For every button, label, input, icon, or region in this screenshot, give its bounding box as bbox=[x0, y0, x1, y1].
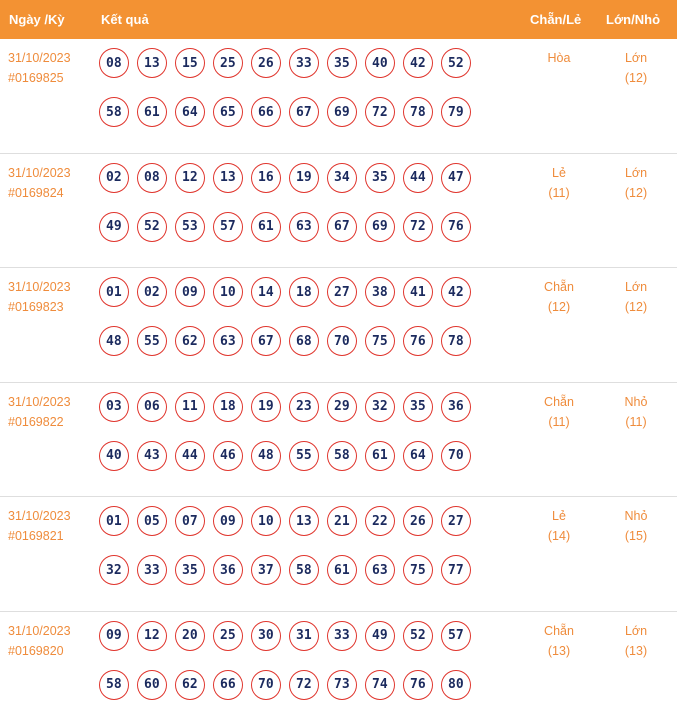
number-ball: 11 bbox=[175, 392, 205, 422]
even-odd-count: (11) bbox=[548, 414, 570, 429]
result-numbers bbox=[99, 163, 479, 261]
number-ball: 32 bbox=[365, 392, 395, 422]
big-small-result bbox=[606, 623, 666, 659]
number-ball: 12 bbox=[175, 163, 205, 193]
number-ball: 14 bbox=[251, 277, 281, 307]
big-small-label: Lớn bbox=[624, 280, 648, 295]
big-small-count: (15) bbox=[624, 529, 648, 544]
draw-date: 31/10/2023 bbox=[8, 280, 71, 295]
number-ball: 08 bbox=[137, 163, 167, 193]
number-ball: 44 bbox=[175, 441, 205, 471]
number-ball: 07 bbox=[175, 506, 205, 536]
number-ball: 57 bbox=[441, 621, 471, 651]
number-ball: 21 bbox=[327, 506, 357, 536]
column-header-result: Kết quả bbox=[101, 12, 149, 27]
big-small-count: (12) bbox=[624, 71, 648, 85]
number-ball: 58 bbox=[327, 441, 357, 471]
number-ball: 61 bbox=[137, 97, 167, 127]
number-ball: 02 bbox=[99, 163, 129, 193]
number-ball: 78 bbox=[403, 97, 433, 127]
number-ball: 61 bbox=[251, 212, 281, 242]
even-odd-count: (11) bbox=[548, 185, 570, 200]
draw-date: 31/10/2023 bbox=[8, 623, 71, 638]
number-ball: 33 bbox=[289, 48, 319, 78]
number-ball: 03 bbox=[99, 392, 129, 422]
number-ball: 66 bbox=[251, 97, 281, 127]
number-ball: 48 bbox=[251, 441, 281, 471]
number-ball: 23 bbox=[289, 392, 319, 422]
number-ball: 68 bbox=[289, 326, 319, 356]
number-ball: 26 bbox=[251, 48, 281, 78]
number-ball: 72 bbox=[403, 212, 433, 242]
number-ball: 19 bbox=[251, 392, 281, 422]
number-ball: 58 bbox=[289, 555, 319, 585]
big-small-count: (11) bbox=[625, 414, 647, 429]
number-ball: 34 bbox=[327, 163, 357, 193]
number-ball: 33 bbox=[137, 555, 167, 585]
number-ball: 20 bbox=[175, 621, 205, 651]
number-ball: 76 bbox=[403, 326, 433, 356]
number-ball: 67 bbox=[289, 97, 319, 127]
table-row bbox=[0, 612, 677, 727]
number-ball: 52 bbox=[403, 621, 433, 651]
number-ball: 62 bbox=[175, 326, 205, 356]
draw-date: 31/10/2023 bbox=[8, 509, 71, 524]
number-ball: 52 bbox=[137, 212, 167, 242]
number-ball: 62 bbox=[175, 670, 205, 700]
number-ball: 63 bbox=[289, 212, 319, 242]
draw-id: #0169822 bbox=[8, 414, 64, 429]
big-small-result bbox=[606, 50, 666, 86]
number-ball: 43 bbox=[137, 441, 167, 471]
number-row bbox=[99, 97, 479, 127]
number-row bbox=[99, 48, 479, 78]
table-row bbox=[0, 154, 677, 269]
number-ball: 18 bbox=[213, 392, 243, 422]
number-ball: 63 bbox=[213, 326, 243, 356]
number-ball: 08 bbox=[99, 48, 129, 78]
number-ball: 01 bbox=[99, 506, 129, 536]
number-ball: 40 bbox=[365, 48, 395, 78]
big-small-count: (13) bbox=[624, 643, 648, 658]
table-row bbox=[0, 268, 677, 383]
number-row bbox=[99, 163, 479, 193]
table-row bbox=[0, 39, 677, 154]
number-ball: 73 bbox=[327, 670, 357, 700]
number-ball: 37 bbox=[251, 555, 281, 585]
number-ball: 64 bbox=[403, 441, 433, 471]
even-odd-result bbox=[529, 165, 589, 201]
number-ball: 26 bbox=[403, 506, 433, 536]
big-small-label: Lớn bbox=[624, 51, 648, 65]
number-ball: 35 bbox=[327, 48, 357, 78]
number-ball: 42 bbox=[441, 277, 471, 307]
number-ball: 05 bbox=[137, 506, 167, 536]
number-row bbox=[99, 555, 479, 585]
number-row bbox=[99, 212, 479, 242]
number-ball: 29 bbox=[327, 392, 357, 422]
draw-date: 31/10/2023 bbox=[8, 394, 71, 409]
draw-id: #0169821 bbox=[8, 529, 64, 544]
number-ball: 53 bbox=[175, 212, 205, 242]
number-ball: 25 bbox=[213, 48, 243, 78]
even-odd-label: Lẻ bbox=[552, 509, 566, 524]
number-ball: 79 bbox=[441, 97, 471, 127]
number-ball: 25 bbox=[213, 621, 243, 651]
number-ball: 02 bbox=[137, 277, 167, 307]
number-ball: 72 bbox=[289, 670, 319, 700]
number-ball: 76 bbox=[441, 212, 471, 242]
number-ball: 27 bbox=[327, 277, 357, 307]
even-odd-result bbox=[529, 508, 589, 544]
number-ball: 80 bbox=[441, 670, 471, 700]
number-ball: 48 bbox=[99, 326, 129, 356]
number-ball: 67 bbox=[251, 326, 281, 356]
number-ball: 30 bbox=[251, 621, 281, 651]
number-row bbox=[99, 441, 479, 471]
big-small-label: Lớn bbox=[624, 623, 648, 638]
result-numbers bbox=[99, 621, 479, 719]
number-row bbox=[99, 506, 479, 536]
number-ball: 46 bbox=[213, 441, 243, 471]
number-row bbox=[99, 326, 479, 356]
even-odd-label: Lẻ bbox=[552, 165, 566, 180]
number-row bbox=[99, 670, 479, 700]
even-odd-result bbox=[529, 279, 589, 315]
even-odd-count: (13) bbox=[547, 643, 571, 658]
even-odd-result bbox=[529, 50, 589, 70]
draw-date: 31/10/2023 bbox=[8, 165, 71, 180]
number-ball: 76 bbox=[403, 670, 433, 700]
number-row bbox=[99, 392, 479, 422]
number-ball: 09 bbox=[175, 277, 205, 307]
big-small-result bbox=[606, 394, 666, 430]
number-ball: 60 bbox=[137, 670, 167, 700]
number-ball: 52 bbox=[441, 48, 471, 78]
number-ball: 58 bbox=[99, 97, 129, 127]
number-ball: 75 bbox=[403, 555, 433, 585]
table-row bbox=[0, 383, 677, 498]
number-ball: 67 bbox=[327, 212, 357, 242]
number-ball: 31 bbox=[289, 621, 319, 651]
even-odd-count: (12) bbox=[547, 300, 571, 315]
number-ball: 64 bbox=[175, 97, 205, 127]
number-ball: 27 bbox=[441, 506, 471, 536]
number-ball: 09 bbox=[213, 506, 243, 536]
big-small-label: Nhỏ bbox=[624, 394, 648, 409]
number-ball: 57 bbox=[213, 212, 243, 242]
number-ball: 44 bbox=[403, 163, 433, 193]
number-row bbox=[99, 621, 479, 651]
number-ball: 06 bbox=[137, 392, 167, 422]
number-ball: 01 bbox=[99, 277, 129, 307]
even-odd-result bbox=[529, 623, 589, 659]
results-table-header bbox=[0, 0, 677, 39]
number-ball: 70 bbox=[327, 326, 357, 356]
number-ball: 70 bbox=[441, 441, 471, 471]
draw-id: #0169824 bbox=[8, 185, 64, 200]
big-small-label: Nhỏ bbox=[624, 509, 648, 524]
number-ball: 61 bbox=[327, 555, 357, 585]
number-ball: 77 bbox=[441, 555, 471, 585]
number-ball: 10 bbox=[213, 277, 243, 307]
number-ball: 38 bbox=[365, 277, 395, 307]
result-numbers bbox=[99, 277, 479, 375]
number-ball: 16 bbox=[251, 163, 281, 193]
number-ball: 35 bbox=[175, 555, 205, 585]
even-odd-result bbox=[529, 394, 589, 430]
number-ball: 65 bbox=[213, 97, 243, 127]
column-header-even-odd: Chẵn/Lẻ bbox=[530, 12, 582, 27]
even-odd-count: (14) bbox=[547, 529, 571, 544]
number-ball: 69 bbox=[327, 97, 357, 127]
number-ball: 09 bbox=[99, 621, 129, 651]
number-ball: 69 bbox=[365, 212, 395, 242]
big-small-count: (12) bbox=[624, 185, 648, 200]
result-numbers bbox=[99, 392, 479, 490]
draw-id: #0169825 bbox=[8, 71, 64, 85]
number-ball: 36 bbox=[213, 555, 243, 585]
number-ball: 42 bbox=[403, 48, 433, 78]
number-ball: 15 bbox=[175, 48, 205, 78]
number-ball: 35 bbox=[365, 163, 395, 193]
number-ball: 55 bbox=[289, 441, 319, 471]
number-ball: 72 bbox=[365, 97, 395, 127]
big-small-result bbox=[606, 165, 666, 201]
draw-id: #0169820 bbox=[8, 643, 64, 658]
number-ball: 12 bbox=[137, 621, 167, 651]
number-ball: 22 bbox=[365, 506, 395, 536]
number-ball: 78 bbox=[441, 326, 471, 356]
even-odd-label: Chẵn bbox=[544, 280, 574, 295]
number-ball: 70 bbox=[251, 670, 281, 700]
number-ball: 13 bbox=[213, 163, 243, 193]
big-small-count: (12) bbox=[624, 300, 648, 315]
number-ball: 66 bbox=[213, 670, 243, 700]
number-ball: 40 bbox=[99, 441, 129, 471]
even-odd-label: Chẵn bbox=[544, 623, 574, 638]
table-row bbox=[0, 497, 677, 612]
number-row bbox=[99, 277, 479, 307]
number-ball: 74 bbox=[365, 670, 395, 700]
big-small-label: Lớn bbox=[624, 165, 648, 180]
number-ball: 13 bbox=[137, 48, 167, 78]
number-ball: 36 bbox=[441, 392, 471, 422]
result-numbers bbox=[99, 48, 479, 146]
number-ball: 49 bbox=[99, 212, 129, 242]
number-ball: 49 bbox=[365, 621, 395, 651]
number-ball: 19 bbox=[289, 163, 319, 193]
number-ball: 13 bbox=[289, 506, 319, 536]
big-small-result bbox=[606, 508, 666, 544]
number-ball: 41 bbox=[403, 277, 433, 307]
number-ball: 61 bbox=[365, 441, 395, 471]
number-ball: 47 bbox=[441, 163, 471, 193]
number-ball: 58 bbox=[99, 670, 129, 700]
result-numbers bbox=[99, 506, 479, 604]
number-ball: 10 bbox=[251, 506, 281, 536]
column-header-date: Ngày /Kỳ bbox=[9, 12, 65, 27]
number-ball: 18 bbox=[289, 277, 319, 307]
draw-id: #0169823 bbox=[8, 300, 64, 315]
number-ball: 63 bbox=[365, 555, 395, 585]
number-ball: 75 bbox=[365, 326, 395, 356]
number-ball: 32 bbox=[99, 555, 129, 585]
number-ball: 55 bbox=[137, 326, 167, 356]
even-odd-label: Hòa bbox=[547, 51, 571, 65]
column-header-big-small: Lớn/Nhỏ bbox=[606, 12, 661, 27]
draw-date: 31/10/2023 bbox=[8, 51, 71, 65]
results-table-body bbox=[0, 39, 677, 727]
big-small-result bbox=[606, 279, 666, 315]
even-odd-label: Chẵn bbox=[544, 394, 574, 409]
number-ball: 33 bbox=[327, 621, 357, 651]
number-ball: 35 bbox=[403, 392, 433, 422]
